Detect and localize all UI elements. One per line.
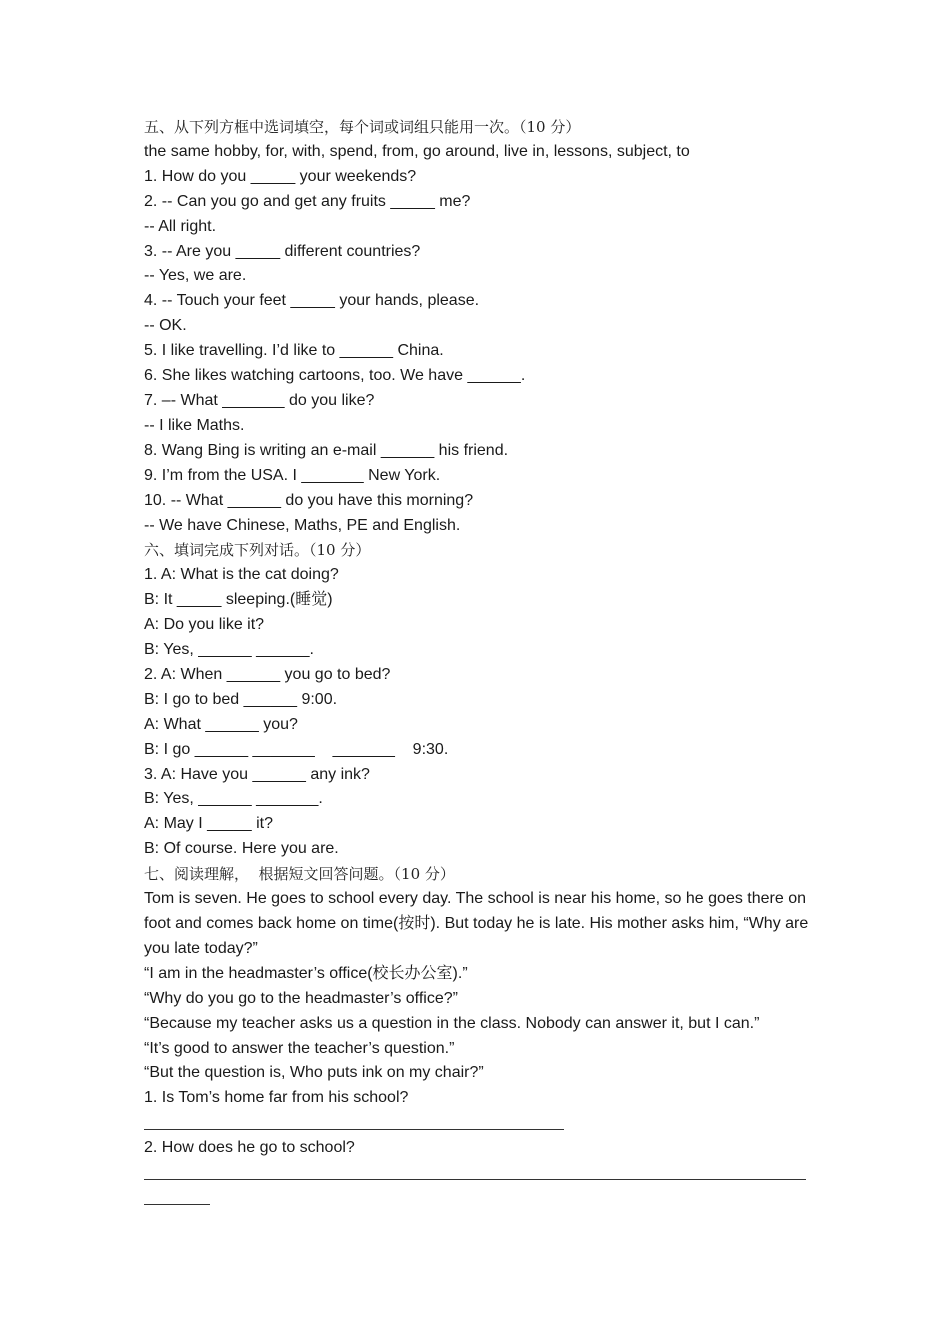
word-bank: the same hobby, for, with, spend, from, go around, live in, lessons, subject, to [144, 142, 690, 160]
s6-line-1: 1. A: What is the cat doing? [144, 566, 339, 584]
s6-line-3: A: Do you like it? [144, 616, 265, 634]
s5-line-5: -- Yes, we are. [144, 267, 247, 285]
s7-line-2: “Why do you go to the headmaster’s office?” [144, 989, 458, 1007]
s6-line-9: 3. A: Have you ______ any ink? [144, 765, 370, 783]
s7-line-5: “But the question is, Who puts ink on my chair?” [144, 1064, 484, 1082]
s6-line-7: A: What ______ you? [144, 715, 298, 733]
s5-line-12: 8. Wang Bing is writing an e-mail ______ his friend. [144, 441, 509, 459]
s5-line-11: -- I like Maths. [144, 416, 245, 434]
s6-line-6: B: I go to bed ______ 9:00. [144, 690, 338, 708]
reading-passage: Tom is seven. He goes to school every day. The school is near his home, so he goes there on foot and comes back home on time(按时). But today he is late. His mother asks him, “Why are you late today?” [144, 890, 809, 957]
s6-line-10: B: Yes, ______ _______. [144, 790, 323, 808]
s7-line-1: “I am in the headmaster’s office(校长办公室).” [144, 964, 468, 982]
answer-line-1[interactable] [144, 1111, 814, 1136]
answer-line-2[interactable] [144, 1161, 814, 1186]
s5-line-8: 5. I like travelling. I’d like to ______ China. [144, 342, 444, 360]
s5-line-10: 7. –- What _______ do you like? [144, 391, 375, 409]
section-6-heading: 六、填词完成下列对话。（10 分） [144, 541, 371, 560]
answer-rule-3 [144, 1204, 210, 1205]
s6-line-2: B: It _____ sleeping.(睡觉) [144, 591, 333, 609]
s5-line-9: 6. She likes watching cartoons, too. We have ______. [144, 367, 526, 385]
s6-line-8: B: I go ______ _______ _______ 9:30. [144, 740, 449, 758]
question-1: 1. Is Tom’s home far from his school? [144, 1089, 409, 1107]
s6-line-4: B: Yes, ______ ______. [144, 641, 314, 659]
s5-line-1: 1. How do you _____ your weekends? [144, 167, 417, 185]
answer-line-2-continued[interactable] [144, 1186, 814, 1211]
s7-line-3: “Because my teacher asks us a question in the class. Nobody can answer it, but I can.” [144, 1014, 760, 1032]
s5-line-3: -- All right. [144, 217, 217, 235]
answer-rule-1 [144, 1129, 564, 1130]
s5-line-14: 10. -- What ______ do you have this morning? [144, 491, 474, 509]
answer-rule-2 [144, 1179, 806, 1180]
s5-line-2: 2. -- Can you go and get any fruits _____ me? [144, 192, 471, 210]
section-7-heading: 七、阅读理解， 根据短文回答问题。（10 分） [144, 865, 455, 884]
s7-line-4: “It’s good to answer the teacher’s question.” [144, 1039, 455, 1057]
section-5-heading: 五、从下列方框中选词填空，每个词或词组只能用一次。（10 分） [144, 118, 581, 136]
s5-line-13: 9. I’m from the USA. I _______ New York. [144, 466, 441, 484]
s5-line-7: -- OK. [144, 317, 187, 335]
s6-line-5: 2. A: When ______ you go to bed? [144, 665, 391, 683]
s5-line-6: 4. -- Touch your feet _____ your hands, please. [144, 292, 480, 310]
s6-line-12: B: Of course. Here you are. [144, 840, 339, 858]
question-2: 2. How does he go to school? [144, 1139, 355, 1157]
s5-line-15: -- We have Chinese, Maths, PE and English. [144, 516, 461, 534]
worksheet-page [144, 115, 814, 1211]
s5-line-4: 3. -- Are you _____ different countries? [144, 242, 421, 260]
s6-line-11: A: May I _____ it? [144, 815, 273, 833]
